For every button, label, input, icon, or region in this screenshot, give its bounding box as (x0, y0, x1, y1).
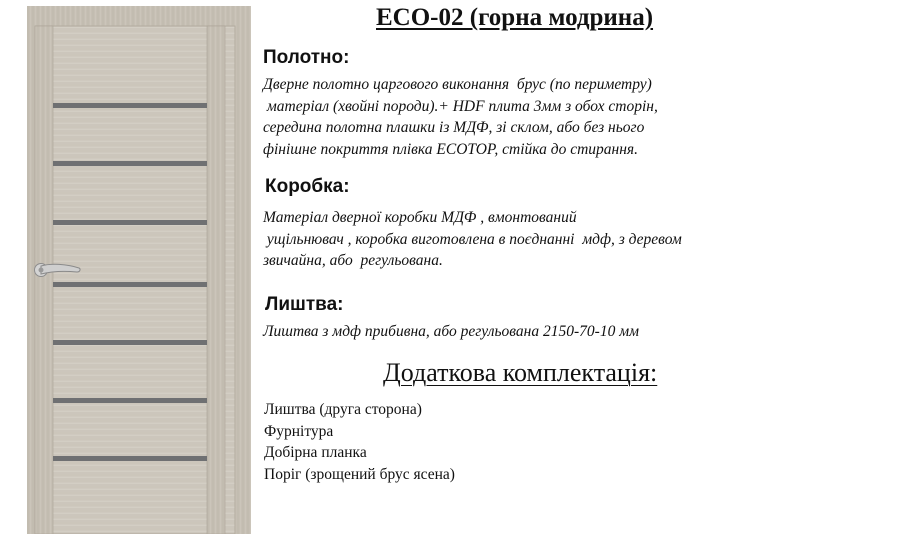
text-line: матеріал (хвойні породи).+ HDF плита 3мм з обох сторін, (263, 97, 658, 115)
section-heading-casing: Лиштва: (265, 294, 344, 315)
section-heading-frame: Коробка: (265, 176, 350, 197)
text-line: середина полотна плашки із МДФ, зі склом, або без нього (263, 119, 645, 136)
glass-strip (53, 456, 207, 461)
section-heading-leaf: Полотно: (263, 47, 350, 68)
door-image (27, 6, 251, 534)
list-item: Лиштва (друга сторона) (264, 401, 422, 418)
page-title: ECO-02 (горна модрина) (376, 4, 654, 31)
glass-strip (53, 340, 207, 345)
text-line: звичайна, або регульована. (263, 252, 443, 269)
list-item: Фурнітура (264, 422, 334, 440)
list-item: Добірна планка (264, 444, 367, 461)
list-item: Поріг (зрощений брус ясена) (264, 465, 455, 483)
glass-strip (53, 282, 207, 287)
text-line: Матеріал дверної коробки МДФ , вмонтований (263, 209, 577, 226)
glass-strip (53, 220, 207, 225)
section-text-frame (263, 207, 682, 272)
glass-strip (53, 398, 207, 403)
text-line: Лиштва з мдф прибивна, або регульована 2150-70-10 мм (263, 323, 639, 340)
text-line: ущільнювач , коробка виготовлена в поєднанні мдф, з деревом (263, 230, 682, 248)
door-stile-left (35, 26, 53, 534)
section-text-casing (263, 321, 639, 343)
text-line: Дверне полотно царгового виконання брус (по периметру) (263, 76, 652, 93)
section-text-leaf (263, 74, 658, 160)
door-stile-right (207, 26, 225, 534)
extras-list (264, 399, 455, 485)
glass-strip (53, 161, 207, 166)
glass-strip (53, 103, 207, 108)
text-line: фінішне покриття плівка ECOTOP, стійка до стирання. (263, 140, 639, 158)
extras-heading: Додаткова комплектація: (383, 358, 658, 387)
door-svg (27, 6, 251, 534)
